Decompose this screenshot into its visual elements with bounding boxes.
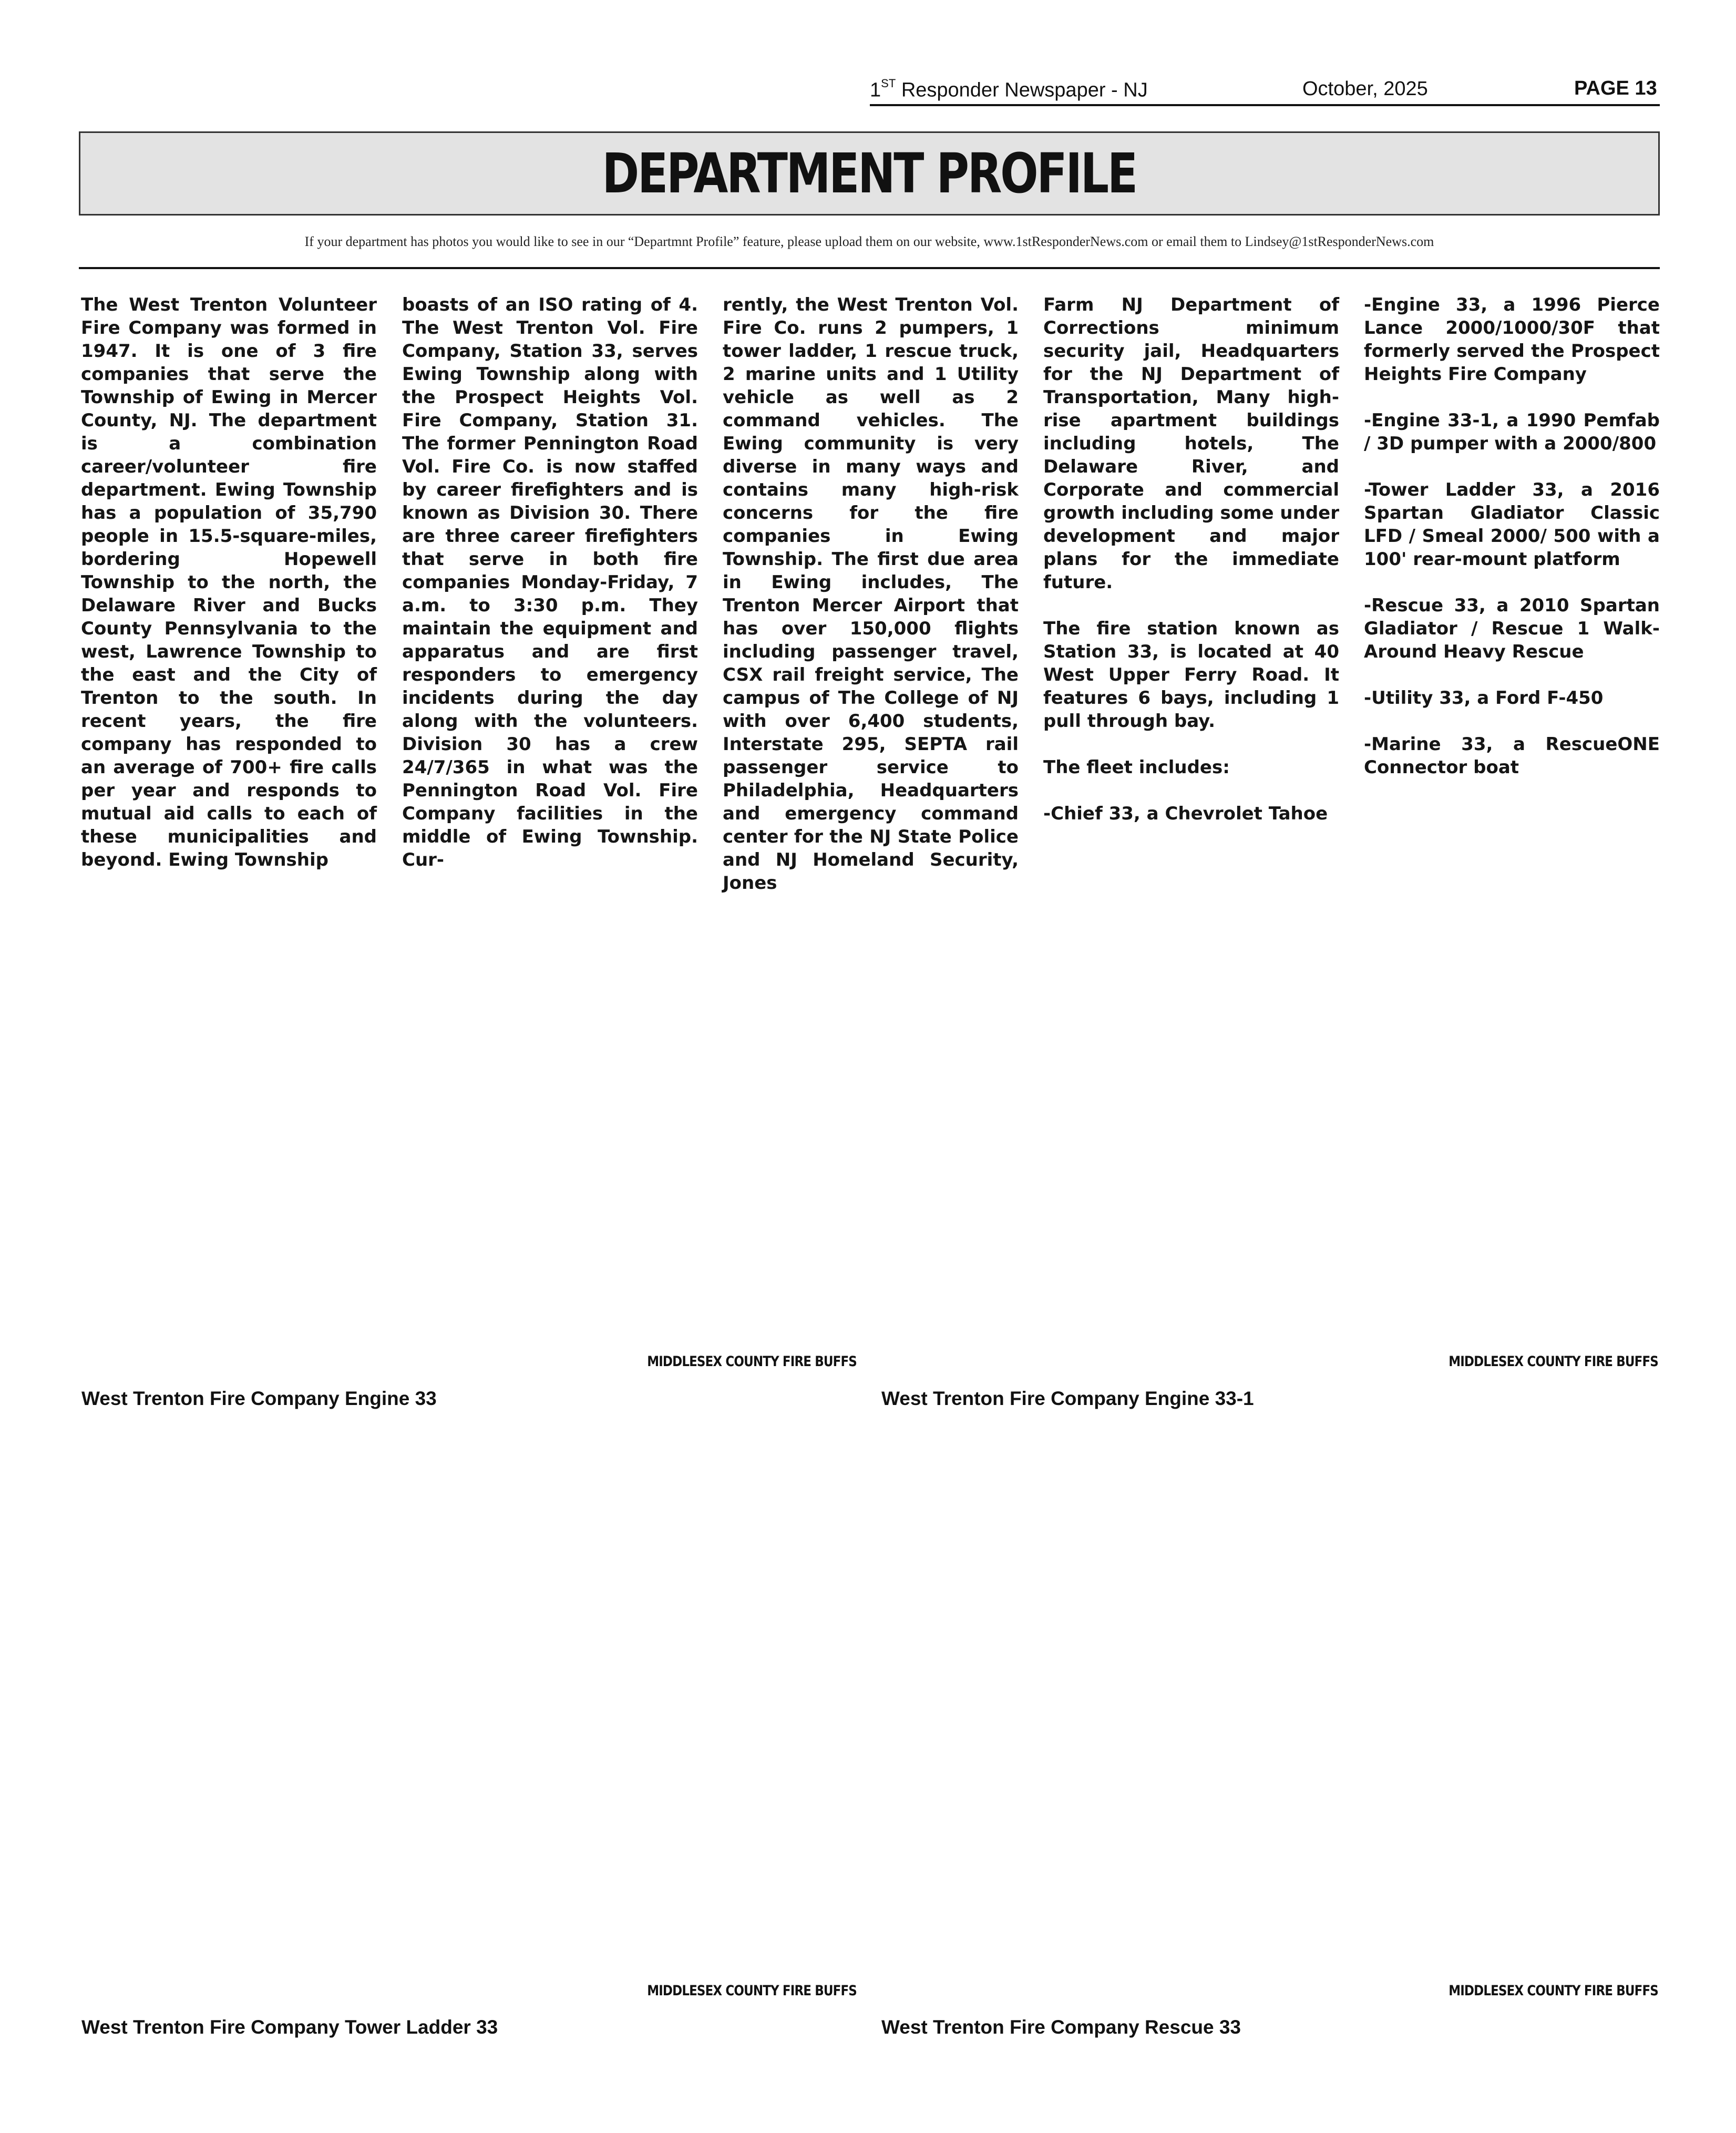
photo-caption: West Trenton Fire Company Engine 33-1: [881, 1388, 1254, 1409]
photo-caption: West Trenton Fire Company Rescue 33: [881, 2016, 1241, 2038]
pub-superscript: ST: [881, 77, 896, 90]
fleet-item: -Chief 33, a Chevrolet Tahoe: [1043, 803, 1328, 824]
issue-date: October, 2025: [1302, 78, 1428, 100]
fleet-item: -Utility 33, a Ford F-450: [1364, 688, 1604, 709]
submission-note: If your department has photos you would like to see in our “Departmnt Profile” feature, please upload them on our website, www.1stResponderNews.com or email them to Lindsey@1stResponderNews.com: [304, 234, 1434, 249]
photo-caption: West Trenton Fire Company Engine 33: [81, 1388, 437, 1409]
pub-prefix: 1: [870, 79, 881, 101]
section-divider: [79, 267, 1660, 269]
photo-credit: MIDDLESEX COUNTY FIRE BUFFS: [1449, 1353, 1658, 1370]
article-paragraph: The fire station known as Station 33, is located at 40 West Upper Ferry Road. It features 6 bays, including 1 pull through bay.: [1043, 618, 1339, 732]
section-title: DEPARTMENT PROFILE: [602, 141, 1137, 206]
photo-credit: MIDDLESEX COUNTY FIRE BUFFS: [647, 1353, 857, 1370]
fleet-item: -Rescue 33, a 2010 Spartan Gladiator / Rescue 1 Walk-Around Heavy Rescue: [1364, 595, 1660, 662]
article-column-1: [81, 293, 377, 871]
article-paragraph: rently, the West Trenton Vol. Fire Co. runs 2 pumpers, 1 tower ladder, 1 rescue truck, 2 marine units and 1 Utility vehicle as well as 2 command vehicles. The Ewing community is very diverse in many ways and contains many high-risk concerns for the fire companies in Ewing Township. The first due area in Ewing includes, The Trenton Mercer Airport that has over 150,000 flights including passenger travel, CSX rail freight service, The campus of The College of NJ with over 6,400 students, Interstate 295, SEPTA rail passenger service to Philadelphia, Headquarters and emergency command center for the NJ State Police and NJ Homeland Security, Jones: [723, 294, 1019, 894]
pub-name-text: Responder Newspaper - NJ: [896, 79, 1148, 101]
article-column-5: [1364, 293, 1660, 779]
fleet-item: -Marine 33, a RescueONE Connector boat: [1364, 734, 1660, 778]
article-column-2: [402, 293, 698, 871]
article-paragraph: The West Trenton Volunteer Fire Company was formed in 1947. It is one of 3 fire companies that serve the Township of Ewing in Mercer County, NJ. The department is a combination career/volunteer fire department. Ewing Township has a population of 35,790 people in 15.5-square-miles, bordering Hopewell Township to the north, the Delaware River and Bucks County Pennsylvania to the west, Lawrence Township to the east and the City of Trenton to the south. In recent years, the fire company has responded to an average of 700+ fire calls per year and responds to mutual aid calls to each of these municipalities and beyond. Ewing Township: [81, 294, 377, 870]
article-paragraph: The fleet includes:: [1043, 757, 1230, 778]
photo-credit: MIDDLESEX COUNTY FIRE BUFFS: [647, 1983, 857, 1999]
photo-caption: West Trenton Fire Company Tower Ladder 33: [81, 2016, 498, 2038]
article-column-3: [723, 293, 1019, 895]
article-paragraph: boasts of an ISO rating of 4. The West Trenton Vol. Fire Company, Station 33, serves Ewing Township along with the Prospect Heights Vol. Fire Company, Station 31. The former Pennington Road Vol. Fire Co. is now staffed by career firefighters and is known as Division 30. There are three career firefighters that serve in both fire companies Monday-Friday, 7 a.m. to 3:30 p.m. They maintain the equipment and apparatus and are first responders to emergency incidents during the day along with the volunteers. Division 30 has a crew 24/7/365 in what was the Pennington Road Vol. Fire Company facilities in the middle of Ewing Township. Cur-: [402, 294, 698, 870]
header-rule: [870, 104, 1660, 106]
article-paragraph: Farm NJ Department of Corrections minimum security jail, Headquarters for the NJ Department of Transportation, Many high-rise apartment buildings including hotels, The Delaware River, and Corporate and commercial growth including some under development and major plans for the immediate future.: [1043, 294, 1339, 593]
fleet-item: -Engine 33, a 1996 Pierce Lance 2000/1000/30F that formerly served the Prospect Heights Fire Company: [1364, 294, 1660, 385]
section-title-box: [79, 131, 1660, 216]
publication-name: [870, 79, 1148, 102]
photo-credit: MIDDLESEX COUNTY FIRE BUFFS: [1449, 1983, 1658, 1999]
page-number: PAGE 13: [1574, 77, 1657, 99]
fleet-item: -Tower Ladder 33, a 2016 Spartan Gladiator Classic LFD / Smeal 2000/ 500 with a 100' rear-mount platform: [1364, 479, 1660, 570]
article-column-4: [1043, 293, 1339, 825]
fleet-item: -Engine 33-1, a 1990 Pemfab / 3D pumper with a 2000/800: [1364, 410, 1660, 454]
